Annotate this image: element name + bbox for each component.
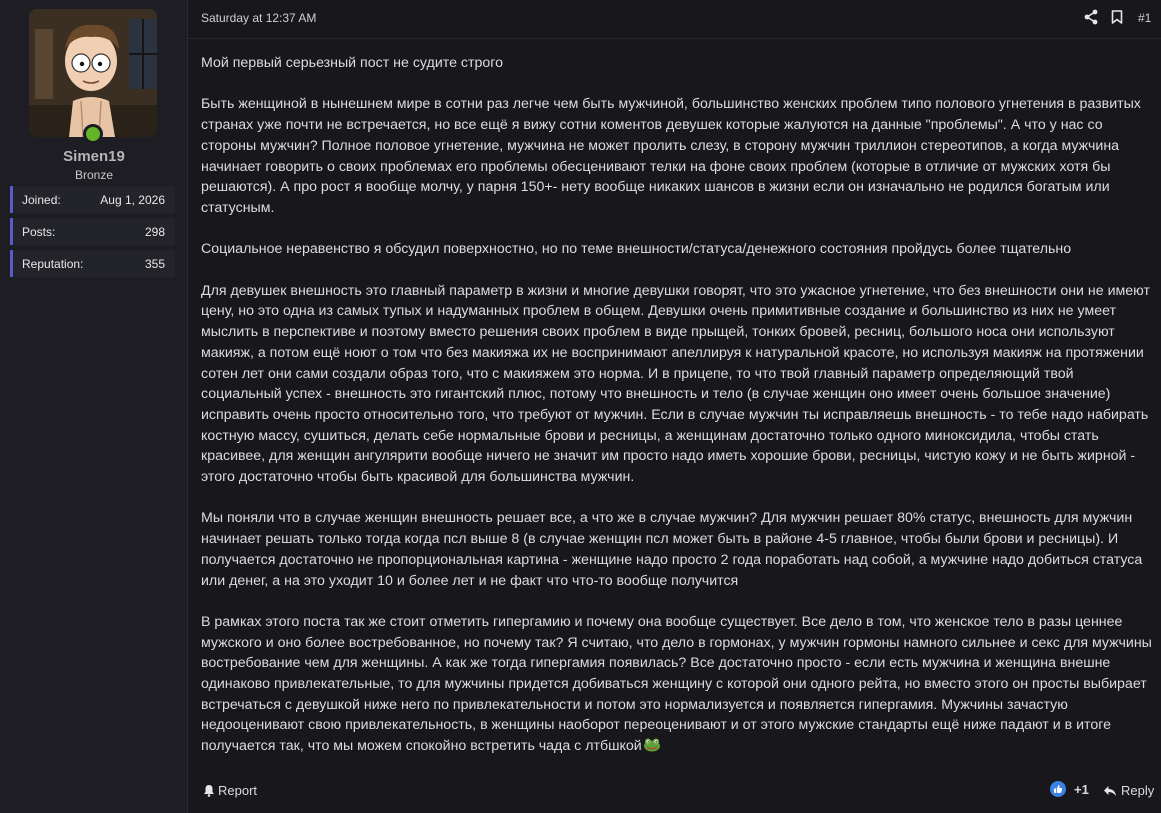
stat-joined [10,186,175,213]
post-message [201,53,1156,757]
post-number-link[interactable]: #1 [1138,11,1152,25]
report-button[interactable] [203,783,257,798]
stat-value: 298 [144,224,165,239]
bookmark-icon[interactable] [1111,10,1123,24]
message-paragraph: Социальное неравенство я обсудил поверхностно, но по теме внешности/статуса/денежного состояния пройдусь более тщательно [201,241,1072,258]
online-status-indicator [83,124,103,144]
username[interactable]: Simen19 [63,148,125,165]
post-date-link[interactable]: Saturday at 12:37 AM [201,11,317,25]
stat-label: Posts: [22,224,56,239]
cartoon-character-avatar-icon [29,9,157,137]
post-content [188,0,1161,813]
stat-reputation [10,250,175,277]
user-panel [0,0,188,813]
message-paragraph-last [201,612,1156,757]
post-footer [188,777,1161,805]
reaction-count: +1 [1074,781,1089,797]
reply-arrow-icon [1103,785,1117,797]
share-icon[interactable] [1084,9,1098,25]
reaction-summary[interactable] [1050,781,1089,797]
header-divider [188,38,1161,39]
message-paragraph: Мы поняли что в случае женщин внешность решает все, а что же в случае мужчин? Для мужчин решает 80% статус, внешность для мужчин начинает решать только тогда когда псл выше 8 (в случае женщин псл может быть в районе 4-5 главное, чтобы были брови и ресницы). И получается достаточно не пропорциональная картина - женщине надо просто 2 года поработать над собой, а мужчине надо добиться статуса или денег, а на это уходит 10 и более лет и не факт что что-то вообще получится [201,510,1143,589]
message-paragraph: Быть женщиной в нынешнем мире в сотни раз легче чем быть мужчиной, большинство женских проблем типо полового угнетения в развитых странах уже почти не встречается, но все ещё я вижу сотни коментов девушек которые жалуются на данные "проблемы". А что у нас со стороны мужчин? Полное половое угнетение, мужчина не может пролить слезу, в сторону мужчин триллион стереотипов, а когда мужчина начинает говорить о своих проблемах его проблемы обесценивают телки на фоне своих проблем (которые в отличие от мужских хотя бы решаются). А про рост я вообще молчу, у парня 150+- нету вообще никаких шансов в жизни если он изначально не родился богатым или статусным. [201,96,1141,216]
stat-posts [10,218,175,245]
avatar[interactable] [29,9,157,137]
message-paragraph: Мой первый серьезный пост не судите строго [201,55,504,71]
message-paragraph: Для девушек внешность это главный параметр в жизни и многие девушки говорят, что это ужасное угнетение, что без внешности они не имеют цену, но это одна из самых тупых и надуманных проблем в общем. Девушки очень примитивные создание и большинство из них не умеет мыслить в перспективе и поэтому вместо решения своих проблем в виде прыщей, тонких бровей, ресниц, большого носа они используют макияж, а потом ещё ноют о том что без макияжа их не воспринимают апеллируя к натуральной красоте, но используя макияж на протяжении сотен лет они сами создали образ того, что с макияжем это норма. И в прицепе, то что твой главный параметр определяющий твой социальный успех - внешность это гигантский плюс, потому что внешность и тело (в случае женщин оно имеет очень большое значение) исправить очень просто относительно того, что требуют от мужчин. Если в случае мужчин ты исправляешь внешность - то тебе надо набирать костную массу, сушиться, делать себе нормальные брови и ресницы, а женщинам достаточно только одного миноксидила, чтобы стать красивее, для женщин ангулярити вообще ничего не значит им просто надо иметь хорошие брови, ресницы, чистую кожу и не быть жирной - этого достаточно чтобы быть красивой для большинства мужчин. [201,282,1150,486]
reply-label: Reply [1121,783,1155,798]
thumbs-up-icon [1050,781,1066,797]
stat-value: Aug 1, 2026 [100,192,165,207]
report-label: Report [218,783,258,798]
stat-value: 355 [144,256,165,271]
stat-label: Joined: [22,192,61,207]
reply-button[interactable] [1103,783,1154,798]
frog-emoji-icon [643,737,661,752]
message-paragraph-text: В рамках этого поста так же стоит отметить гипергамию и почему она вообще существует. Все дело в том, что женское тело в разы ценнее мужского и оно более востребованное, но почему так? Я считаю, что дело в гормонах, у мужчин гормоны намного сильнее и секс для мужчины востребование чем для женщины. А как же тогда гипергамия появилась? Все достаточно просто - если есть мужчина и женщина внешне одинаково привлекательные, то для мужчины придется добиваться женщину с которой они одного рейта, но вместо этого он просты выбирает встречаться с девушкой ниже него по привлекательности и потом это нормализуется и появляется гипергамия. Мужчины зачастую недооценивают свою привлекательность, в женщины наоборот переоценивают и от этого мужские стандарты ещё ниже падают и в итоге получается так, что мы можем спокойно встретить чада с лтбшкой [201,613,1152,755]
bell-icon [203,784,215,797]
stat-label: Reputation: [22,256,84,271]
user-rank: Bronze [74,168,114,182]
